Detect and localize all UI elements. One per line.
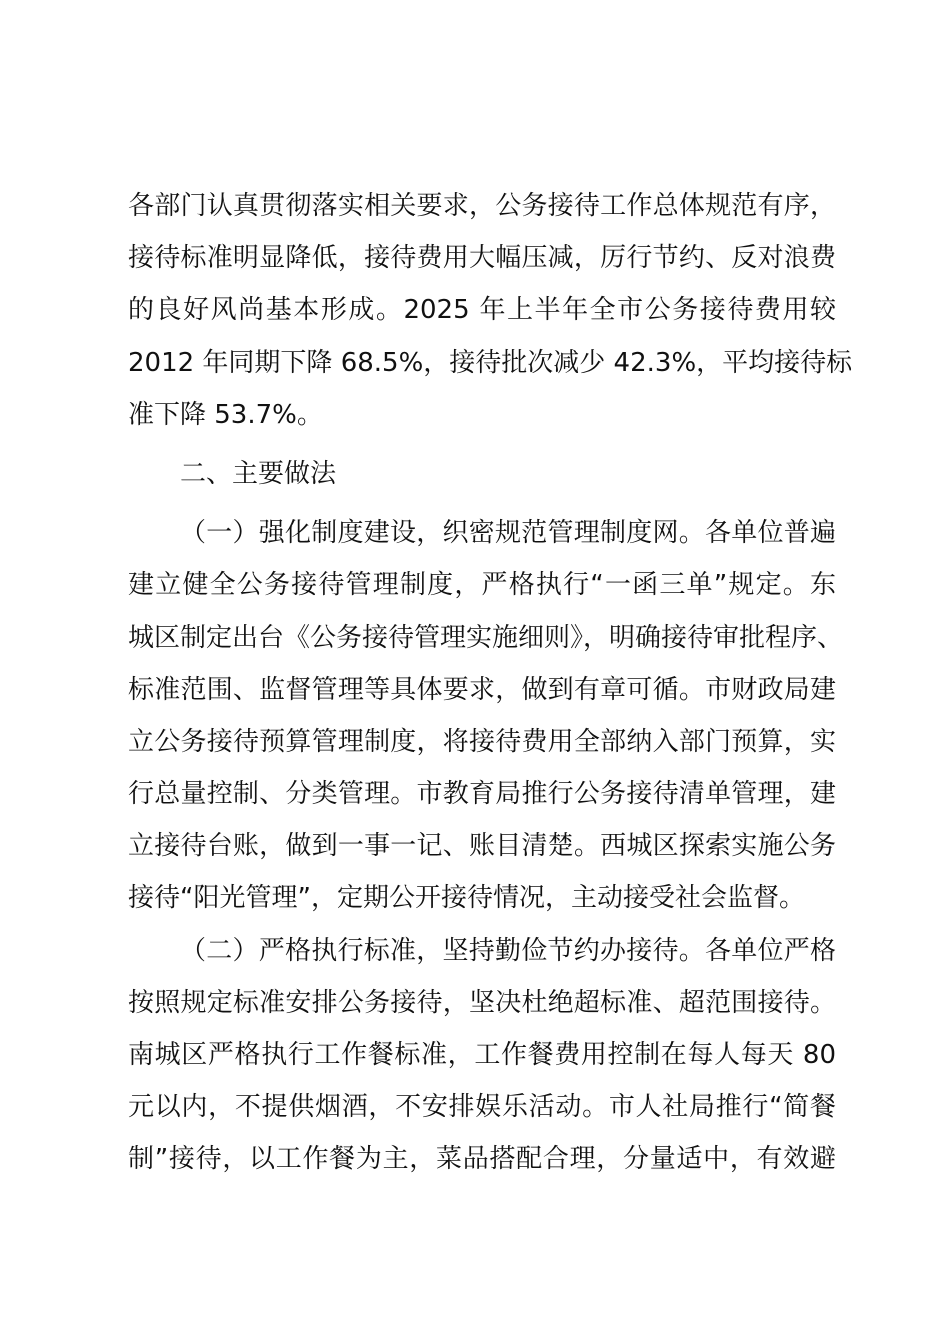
paragraph-line: 南城区严格执行工作餐标准，工作餐费用控制在每人每天 80 bbox=[128, 1040, 836, 1070]
paragraph-line: 立接待台账，做到一事一记、账目清楚。西城区探索实施公务 bbox=[128, 831, 836, 862]
document-body bbox=[128, 180, 853, 1186]
paragraph-line: （一）强化制度建设，织密规范管理制度网。各单位普遍 bbox=[180, 518, 836, 549]
paragraph-line: 标准范围、监督管理等具体要求，做到有章可循。市财政局建 bbox=[128, 674, 836, 705]
paragraph-line: 准下降 53.7%。 bbox=[128, 399, 323, 430]
paragraph-line: （二）严格执行标准，坚持勤俭节约办接待。各单位严格 bbox=[180, 935, 836, 966]
paragraph-line: 元以内，不提供烟酒，不安排娱乐活动。市人社局推行“简餐 bbox=[128, 1092, 836, 1123]
paragraph-line: 接待“阳光管理”，定期公开接待情况，主动接受社会监督。 bbox=[128, 883, 805, 914]
paragraph-line: 制”接待，以工作餐为主，菜品搭配合理，分量适中，有效避 bbox=[128, 1144, 836, 1175]
paragraph-institution-building bbox=[128, 507, 844, 925]
paragraph-line: 各部门认真贯彻落实相关要求，公务接待工作总体规范有序， bbox=[128, 191, 836, 221]
paragraph-line: 按照规定标准安排公务接待，坚决杜绝超标准、超范围接待。 bbox=[128, 987, 836, 1018]
paragraph-line: 2012 年同期下降 68.5%，接待批次减少 42.3%，平均接待标 bbox=[128, 347, 853, 378]
paragraph-line: 的良好风尚基本形成。2025 年上半年全市公务接待费用较 bbox=[128, 295, 836, 326]
paragraph-summary bbox=[128, 180, 853, 441]
section-heading: 二、主要做法 bbox=[180, 458, 337, 489]
paragraph-line: 接待标准明显降低，接待费用大幅压减，厉行节约、反对浪费 bbox=[128, 243, 836, 274]
paragraph-line: 立公务接待预算管理制度，将接待费用全部纳入部门预算，实 bbox=[128, 726, 836, 757]
paragraph-line: 城区制定出台《公务接待管理实施细则》，明确接待审批程序、 bbox=[128, 622, 844, 653]
paragraph-line: 行总量控制、分类管理。市教育局推行公务接待清单管理，建 bbox=[128, 779, 836, 810]
paragraph-line: 建立健全公务接待管理制度，严格执行“一函三单”规定。东 bbox=[128, 570, 836, 601]
paragraph-standards bbox=[128, 925, 836, 1186]
